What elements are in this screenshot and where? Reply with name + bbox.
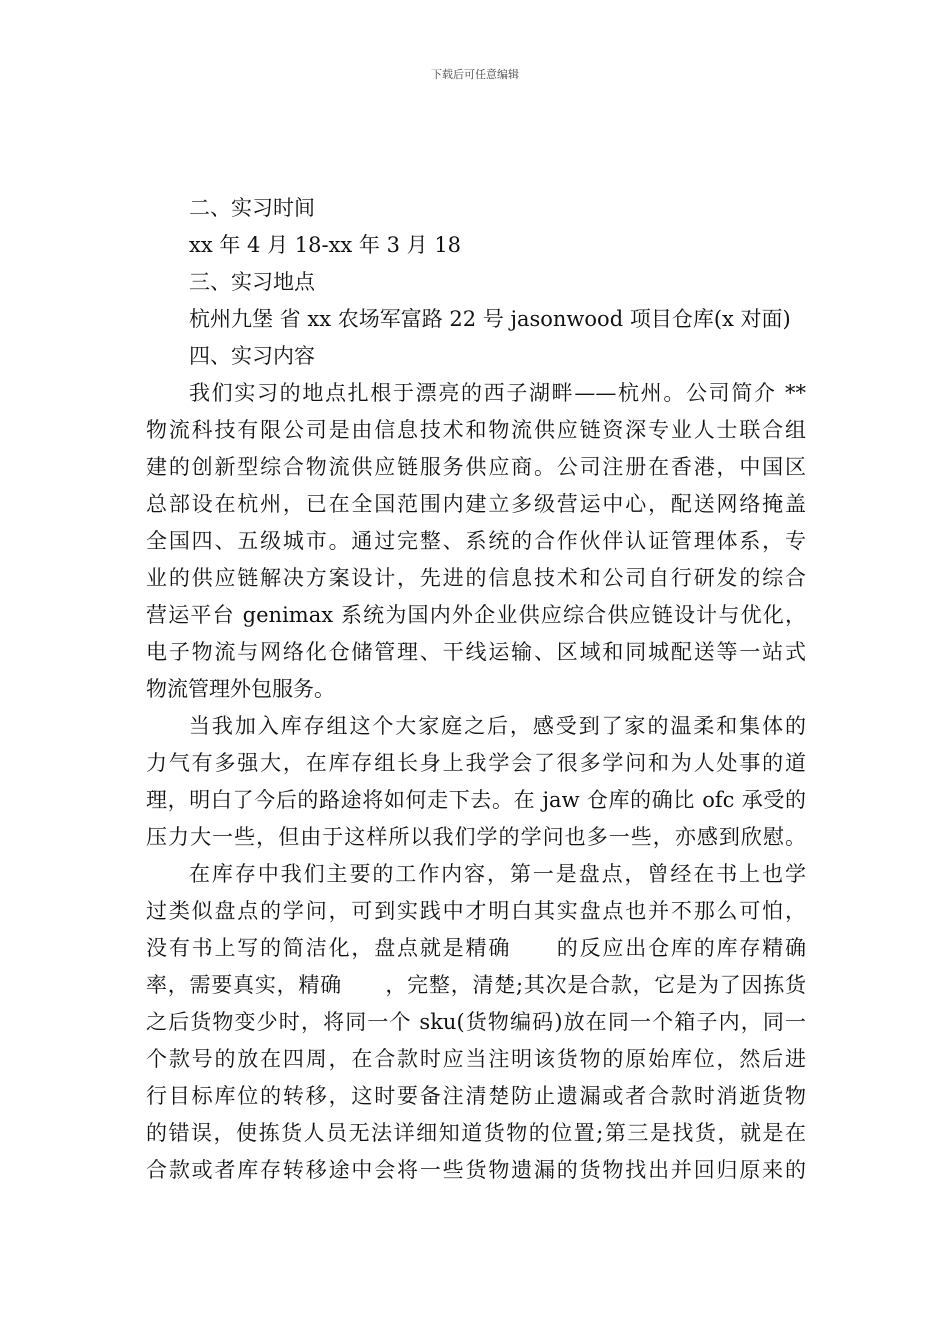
text-line: 过类似盘点的学问，可到实践中才明白其实盘点也并不那么可怕， bbox=[146, 899, 806, 923]
text-line: 总部设在杭州，已在全国范围内建立多级营运中心，配送网络掩盖 bbox=[146, 492, 806, 516]
text-line: 压力大一些，但由于这样所以我们学的学问也多一些，亦感到欣慰。 bbox=[146, 825, 806, 849]
text-line: 三、实习地点 bbox=[189, 270, 315, 294]
text-line: 行目标库位的转移，这时要备注清楚防止遗漏或者合款时消逝货物 bbox=[146, 1084, 806, 1108]
text-line: 业的供应链解决方案设计，先进的信息技术和公司自行研发的综合 bbox=[146, 566, 806, 590]
text-line: 建的创新型综合物流供应链服务供应商。公司注册在香港，中国区 bbox=[146, 455, 806, 479]
text-line: 四、实习内容 bbox=[189, 344, 315, 368]
text-line: 物流管理外包服务。 bbox=[146, 677, 335, 701]
text-line: 营运平台 genimax 系统为国内外企业供应综合供应链设计与优化， bbox=[146, 603, 806, 627]
text-line: 力气有多强大，在库存组长身上我学会了很多学问和为人处事的道 bbox=[146, 751, 806, 775]
text-line: 全国四、五级城市。通过完整、系统的合作伙伴认证管理体系，专 bbox=[146, 529, 806, 553]
page-header: 下载后可任意编辑 bbox=[431, 68, 519, 81]
text-line: 我们实习的地点扎根于漂亮的西子湖畔——杭州。公司简介 ** bbox=[189, 381, 806, 405]
text-line: 合款或者库存转移途中会将一些货物遗漏的货物找出并回归原来的 bbox=[146, 1158, 806, 1182]
text-line: 的错误，使拣货人员无法详细知道货物的位置;第三是找货，就是在 bbox=[146, 1121, 806, 1145]
text-line: 个款号的放在四周，在合款时应当注明该货物的原始库位，然后进 bbox=[146, 1047, 806, 1071]
text-line: 二、实习时间 bbox=[189, 196, 315, 220]
document-body bbox=[146, 190, 806, 1189]
text-line: 率，需要真实，精确 ，完整，清楚;其次是合款，它是为了因拣货 bbox=[146, 973, 806, 997]
text-line: 物流科技有限公司是由信息技术和物流供应链资深专业人士联合组 bbox=[146, 418, 806, 442]
text-line: 之后货物变少时，将同一个 sku(货物编码)放在同一个箱子内，同一 bbox=[146, 1010, 806, 1034]
text-line: 在库存中我们主要的工作内容，第一是盘点，曾经在书上也学 bbox=[189, 862, 806, 886]
text-line: 没有书上写的简洁化，盘点就是精确 的反应出仓库的库存精确 bbox=[146, 936, 806, 960]
text-line: 理，明白了今后的路途将如何走下去。在 jaw 仓库的确比 ofc 承受的 bbox=[146, 788, 806, 812]
text-line: xx 年 4 月 18-xx 年 3 月 18 bbox=[189, 233, 462, 257]
text-line: 当我加入库存组这个大家庭之后，感受到了家的温柔和集体的 bbox=[189, 714, 806, 738]
text-line: 电子物流与网络化仓储管理、干线运输、区域和同城配送等一站式 bbox=[146, 640, 806, 664]
text-line: 杭州九堡 省 xx 农场军富路 22 号 jasonwood 项目仓库(x 对面) bbox=[189, 307, 791, 331]
